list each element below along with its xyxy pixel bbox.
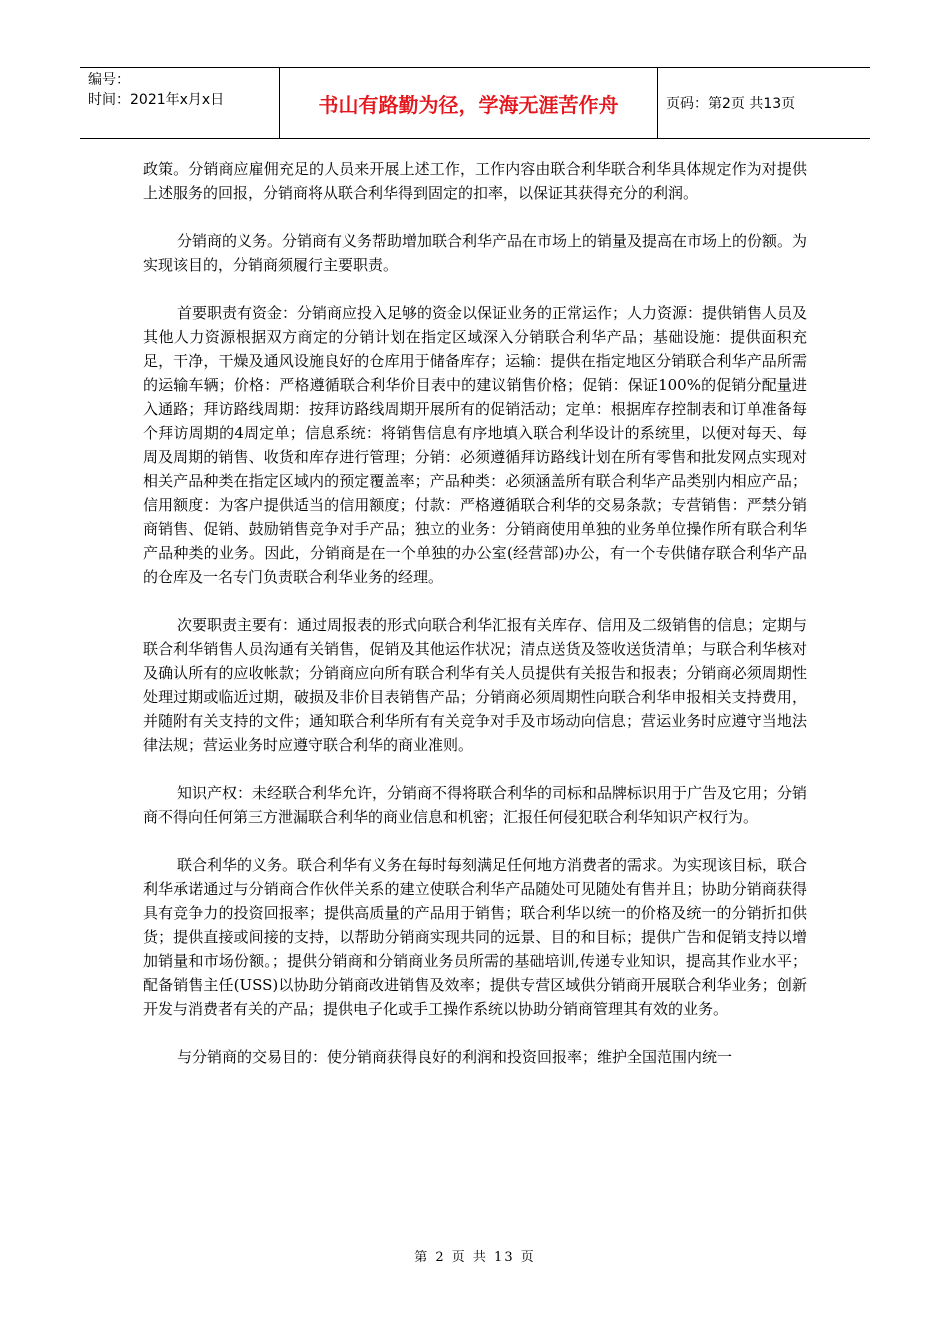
paragraph: 联合利华的义务。联合利华有义务在每时每刻满足任何地方消费者的需求。为实现该目标，联合利华承诺通过与分销商合作伙伴关系的建立使联合利华产品随处可见随处有售并且；协助分销商获得具有竞争力的投资回报率；提供高质量的产品用于销售；联合利华以统一的价格及统一的分销折扣供货；提供直接或间接的支持，以帮助分销商实现共同的远景、目的和目标；提供广告和促销支持以增加销量和市场份额。；提供分销商和分销商业务员所需的基础培训,传递专业知识，提高其作业水平；配备销售主任(USS)以协助分销商改进销售及效率；提供专营区域供分销商开展联合利华业务；创新开发与消费者有关的产品；提供电子化或手工操作系统以协助分销商管理其有效的业务。: [143, 856, 808, 1018]
header-motto: 书山有路勤为径，学海无涯苦作舟: [280, 68, 658, 138]
paragraph: 首要职责有资金：分销商应投入足够的资金以保证业务的正常运作；人力资源：提供销售人员及其他人力资源根据双方商定的分销计划在指定区域深入分销联合利华产品；基础设施：提供面积充足，干净，干燥及通风设施良好的仓库用于储备库存；运输：提供在指定地区分销联合利华产品所需的运输车辆；价格：严格遵循联合利华价目表中的建议销售价格；促销：保证100%的促销分配量进入通路；拜访路线周期：按拜访路线周期开展所有的促销活动；定单：根据库存控制表和订单准备每个拜访周期的4周定单；信息系统：将销售信息有序地填入联合利华设计的系统里，以便对每天、每周及周期的销售、收货和库存进行管理；分销：必须遵循拜访路线计划在所有零售和批发网点实现对相关产品种类在指定区域内的预定覆盖率；产品种类：必须涵盖所有联合利华产品类别内相应产品；信用额度：为客户提供适当的信用额度；付款：严格遵循联合利华的交易条款；专营销售：严禁分销商销售、促销、鼓励销售竞争对手产品；独立的业务：分销商使用单独的业务单位操作所有联合利华产品种类的业务。因此，分销商是在一个单独的办公室(经营部)办公，有一个专供储存联合利华产品的仓库及一名专门负责联合利华业务的经理。: [143, 304, 808, 586]
paragraph: 与分销商的交易目的：使分销商获得良好的利润和投资回报率；维护全国范围内统一: [177, 1048, 733, 1066]
header-page-info: 页码：第2页 共13页: [666, 96, 796, 112]
paragraph: 知识产权：未经联合利华允许，分销商不得将联合利华的司标和品牌标识用于广告及它用；分销商不得向任何第三方泄漏联合利华的商业信息和机密；汇报任何侵犯联合利华知识产权行为。: [143, 784, 808, 826]
paragraph: 分销商的义务。分销商有义务帮助增加联合利华产品在市场上的销量及提高在市场上的份额。为实现该目的，分销商须履行主要职责。: [143, 232, 808, 274]
document-body: [143, 157, 807, 1093]
paragraph: 次要职责主要有：通过周报表的形式向联合利华汇报有关库存、信用及二级销售的信息；定期与联合利华销售人员沟通有关销售，促销及其他运作状况；清点送货及签收送货清单；与联合利华核对及确认所有的应收帐款；分销商应向所有联合利华有关人员提供有关报告和报表；分销商必须周期性处理过期或临近过期，破损及非价目表销售产品；分销商必须周期性向联合利华申报相关支持费用，并随附有关支持的文件；通知联合利华所有有关竞争对手及市场动向信息；营运业务时应遵守当地法律法规；营运业务时应遵守联合利华的商业准则。: [143, 616, 808, 754]
paragraph: 政策。分销商应雇佣充足的人员来开展上述工作，工作内容由联合利华联合利华具体规定作为对提供上述服务的回报，分销商将从联合利华得到固定的扣率，以保证其获得充分的利润。: [143, 160, 807, 202]
time-label: 时间：2021年x月x日: [88, 92, 225, 108]
page-footer: 第 2 页 共 13 页: [414, 1250, 536, 1265]
page-header: [80, 67, 870, 139]
number-label: 编号：: [88, 72, 130, 88]
header-meta: [80, 68, 280, 138]
